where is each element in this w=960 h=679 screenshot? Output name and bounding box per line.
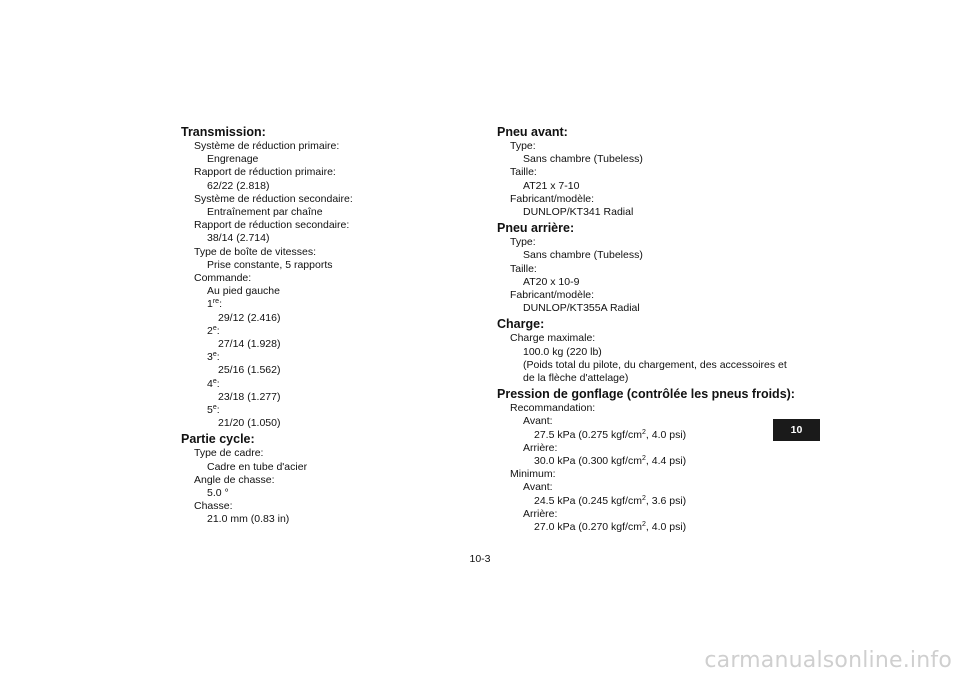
spec-value: AT20 x 10-9: [523, 275, 580, 288]
spec-label: Fabricant/modèle:: [510, 192, 595, 205]
watermark-text: carmanualsonline.info: [704, 648, 952, 673]
spec-label: Commande:: [194, 272, 252, 285]
spec-value: 24.5 kPa (0.245 kgf/$cm^2$, 3.6 psi): [534, 494, 687, 507]
gear-label: 2e:: [207, 324, 220, 337]
section-title-tire-pressure: Pression de gonflage (contrôlée les pneus froids):: [497, 387, 795, 402]
section-title-front-tire: Pneu avant:: [497, 125, 568, 139]
gear-ratio: 25/16 (1.562): [218, 364, 281, 377]
spec-label: Charge maximale:: [510, 332, 596, 345]
gear-ratio: 27/14 (1.928): [218, 338, 281, 351]
page-number: 10-3: [469, 553, 491, 565]
gear-ratio: 21/20 (1.050): [218, 417, 281, 430]
spec-value: Engrenage: [207, 153, 259, 166]
spec-value: Au pied gauche: [207, 285, 280, 298]
spec-label: Rapport de réduction secondaire:: [194, 219, 350, 232]
spec-label: Rapport de réduction primaire:: [194, 166, 336, 179]
spec-sublabel: Avant:: [523, 481, 553, 494]
gear-label: 3e:: [207, 351, 220, 364]
spec-value: 38/14 (2.714): [207, 232, 270, 245]
spec-value: 21.0 mm (0.83 in): [207, 513, 290, 526]
section-title-load: Charge:: [497, 317, 545, 332]
spec-label: Recommandation:: [510, 402, 596, 415]
spec-label: Taille:: [510, 262, 537, 275]
spec-value: 30.0 kPa (0.300 kgf/$cm^2$, 4.4 psi): [534, 455, 687, 468]
spec-note: de la flèche d'attelage): [523, 372, 629, 385]
gear-label: 1re:: [207, 298, 222, 311]
spec-value: 100.0 kg (220 lb): [523, 345, 602, 358]
left-column: [181, 123, 471, 527]
spec-value: Cadre en tube d'acier: [207, 460, 308, 473]
gear-label: 5e:: [207, 404, 220, 417]
spec-value: DUNLOP/KT355A Radial: [523, 302, 640, 315]
spec-sublabel: Avant:: [523, 415, 553, 428]
gear-ratio: 23/18 (1.277): [218, 390, 281, 403]
spec-label: Système de réduction secondaire:: [194, 192, 353, 205]
section-title-transmission: Transmission:: [181, 125, 266, 139]
spec-label: Fabricant/modèle:: [510, 289, 595, 302]
spec-label: Chasse:: [194, 500, 233, 513]
spec-sublabel: Arrière:: [523, 441, 558, 454]
gear-ratio: 29/12 (2.416): [218, 311, 281, 324]
spec-label: Type:: [510, 236, 536, 249]
spec-label: Minimum:: [510, 468, 556, 481]
spec-value: Prise constante, 5 rapports: [207, 258, 333, 271]
chapter-tab: 10: [773, 419, 820, 441]
spec-value: 62/22 (2.818): [207, 179, 270, 192]
spec-label: Type de cadre:: [194, 447, 264, 460]
spec-label: Système de réduction primaire:: [194, 140, 340, 152]
spec-label: Type:: [510, 140, 536, 152]
gear-label: 4e:: [207, 377, 220, 390]
spec-note: (Poids total du pilote, du chargement, des accessoires et: [523, 358, 787, 371]
spec-sublabel: Arrière:: [523, 507, 558, 520]
spec-value: Sans chambre (Tubeless): [523, 249, 643, 262]
right-column: [497, 123, 797, 534]
spec-value: 27.0 kPa (0.270 kgf/$cm^2$, 4.0 psi): [534, 521, 687, 534]
spec-value: Entraînement par chaîne: [207, 206, 323, 219]
spec-label: Type de boîte de vitesses:: [194, 245, 316, 258]
section-title-rear-tire: Pneu arrière:: [497, 221, 575, 236]
spec-value: Sans chambre (Tubeless): [523, 153, 643, 166]
section-title-chassis: Partie cycle:: [181, 432, 255, 447]
spec-label: Taille:: [510, 166, 537, 179]
spec-value: 27.5 kPa (0.275 kgf/$cm^2$, 4.0 psi): [534, 428, 687, 441]
spec-label: Angle de chasse:: [194, 473, 275, 486]
spec-value: DUNLOP/KT341 Radial: [523, 206, 634, 219]
spec-value: AT21 x 7-10: [523, 179, 580, 192]
spec-value: 5.0 °: [207, 487, 229, 500]
